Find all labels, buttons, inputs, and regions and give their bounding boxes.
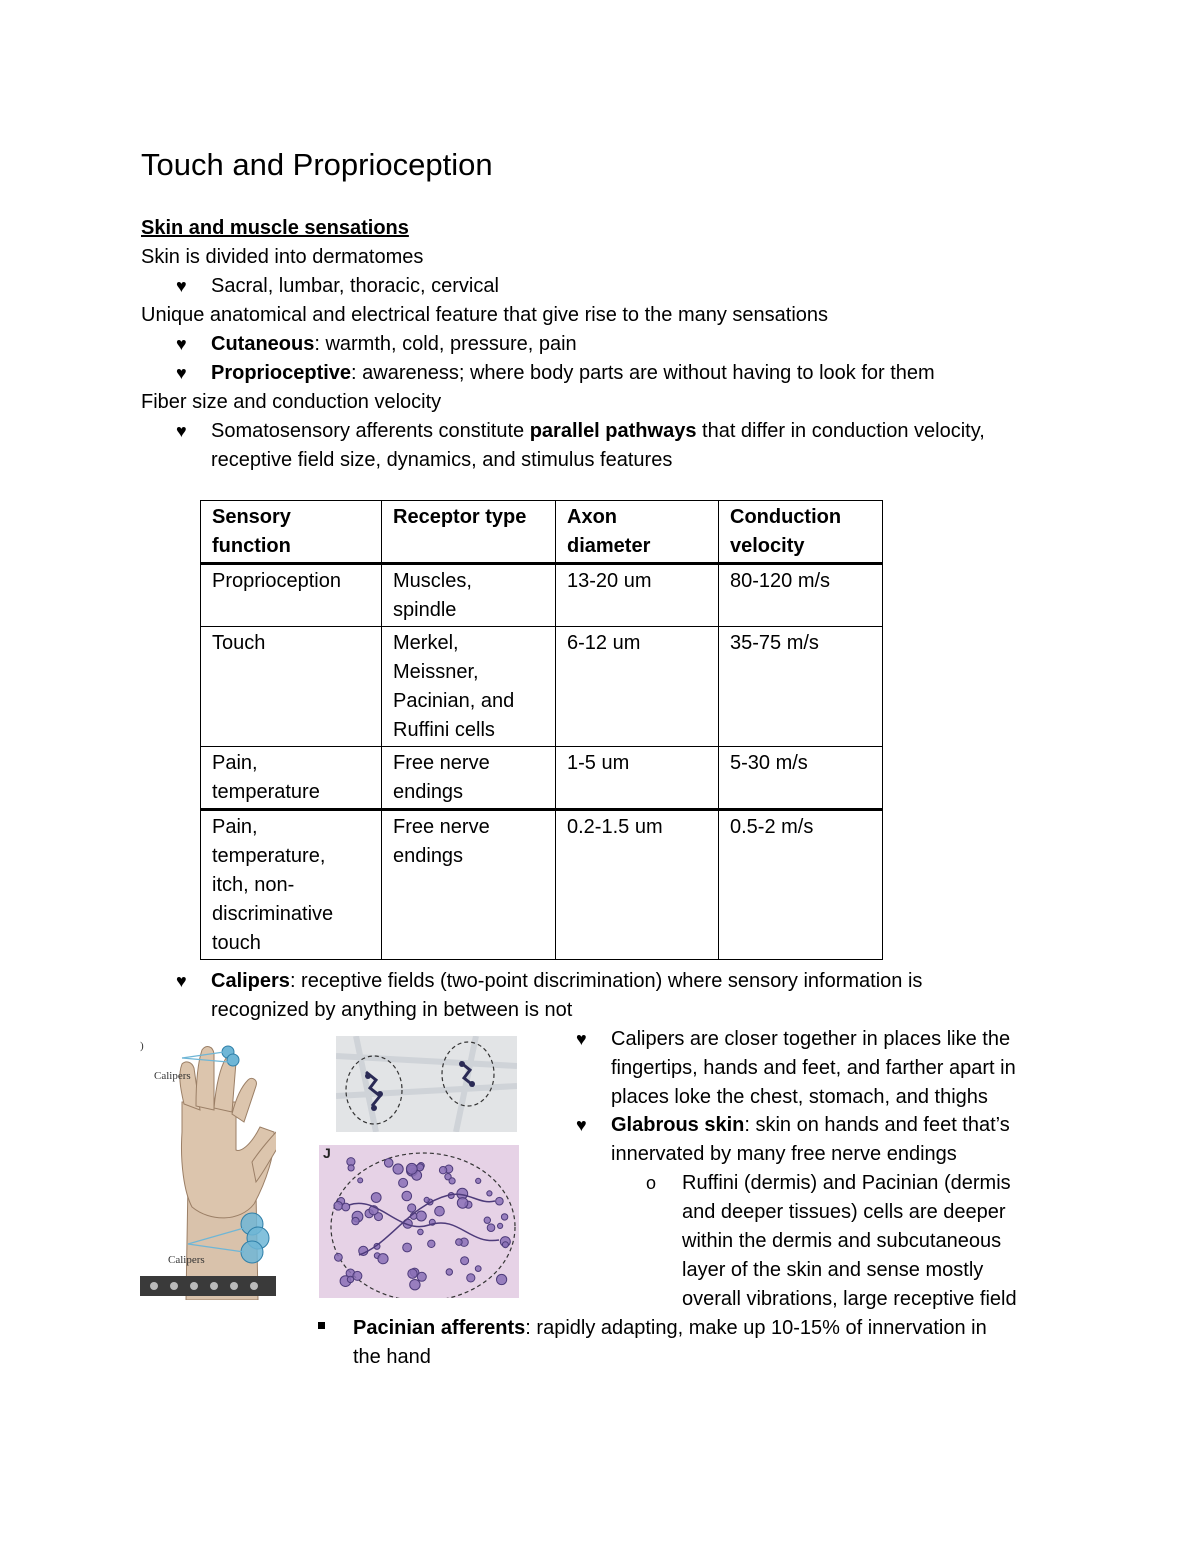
bullet-calipers-closer: Calipers are closer together in places like the	[611, 1028, 1011, 1050]
heart-bullet-icon: ♥	[176, 334, 187, 354]
heart-bullet-icon: ♥	[176, 276, 187, 296]
heart-bullet-icon: ♥	[176, 971, 187, 991]
heart-bullet-icon: ♥	[176, 363, 187, 383]
subbullet-ruffini-line3: within the dermis and subcutaneous	[682, 1230, 1002, 1252]
subbullet-ruffini-line4: layer of the skin and sense mostly	[682, 1259, 984, 1281]
header-cell: Conduction velocity	[719, 501, 883, 564]
calipers-description: : receptive fields (two-point discrimination) where sensory information is	[289, 970, 923, 992]
term-pacinian-afferents: Pacinian afferents	[353, 1317, 526, 1339]
bullet-calipers-closer-line2: fingertips, hands and feet, and farther apart in	[611, 1057, 1016, 1079]
heart-bullet-icon: ♥	[576, 1029, 587, 1049]
pathways-post: that differ in conduction velocity,	[696, 420, 985, 442]
micrograph-top	[336, 1036, 517, 1132]
pacinian-description: : rapidly adapting, make up 10-15% of innervation in	[525, 1317, 987, 1339]
table-cell: 80-120 m/s	[719, 564, 883, 627]
term-cutaneous: Cutaneous	[211, 333, 315, 355]
table-cell: Free nerve endings	[382, 810, 556, 960]
circle-bullet-icon: o	[646, 1173, 657, 1193]
bullet-parallel-pathways-line2: receptive field size, dynamics, and stimulus features	[211, 449, 673, 471]
table-cell: Free nerve endings	[382, 747, 556, 810]
table-header-row	[201, 501, 883, 564]
subbullet-ruffini-line5: overall vibrations, large receptive field	[682, 1288, 1017, 1310]
bullet-glabrous-line2: innervated by many free nerve endings	[611, 1143, 957, 1165]
paragraph-unique-features: Unique anatomical and electrical feature that give rise to the many sensations	[141, 304, 829, 326]
proprioceptive-description: : awareness; where body parts are without having to look for them	[351, 362, 935, 384]
hand-calipers-figure	[140, 1032, 276, 1300]
cutaneous-description: : warmth, cold, pressure, pain	[314, 333, 577, 355]
subbullet-ruffini: Ruffini (dermis) and Pacinian (dermis	[682, 1172, 1011, 1194]
section-heading: Skin and muscle sensations	[141, 217, 409, 239]
table-cell: 6-12 um	[556, 627, 719, 747]
pacinian-cluster-illustration	[319, 1145, 519, 1298]
table-cell: Muscles, spindle	[382, 564, 556, 627]
paragraph-dermatomes: Skin is divided into dermatomes	[141, 246, 424, 268]
table-cell: Proprioception	[201, 564, 382, 627]
bullet-glabrous	[611, 1111, 1010, 1140]
caliper-label-top: Calipers	[154, 1070, 191, 1082]
heart-bullet-icon: ♥	[576, 1115, 587, 1135]
table-cell: Touch	[201, 627, 382, 747]
table-cell: Pain, temperature, itch, non- discriminative touch	[201, 810, 382, 960]
bullet-calipers	[211, 967, 922, 996]
panel-letter: J	[323, 1145, 331, 1161]
table-cell: 5-30 m/s	[719, 747, 883, 810]
term-calipers: Calipers	[211, 970, 290, 992]
bullet-proprioceptive	[211, 359, 935, 388]
table-cell: Merkel, Meissner, Pacinian, and Ruffini cells	[382, 627, 556, 747]
header-cell: Sensory function	[201, 501, 382, 564]
table-cell: 0.2-1.5 um	[556, 810, 719, 960]
subbullet-ruffini-line2: and deeper tissues) cells are deeper	[682, 1201, 1006, 1223]
caliper-label-bottom: Calipers	[168, 1254, 205, 1266]
table-cell: Pain, temperature	[201, 747, 382, 810]
table-cell: 1-5 um	[556, 747, 719, 810]
micrograph-bottom	[319, 1145, 519, 1298]
term-proprioceptive: Proprioceptive	[211, 362, 352, 384]
term-glabrous-skin: Glabrous skin	[611, 1114, 745, 1136]
square-bullet-icon	[318, 1322, 325, 1329]
subbullet-pacinian	[353, 1314, 987, 1343]
term-parallel-pathways: parallel pathways	[529, 420, 697, 442]
bullet-cutaneous	[211, 330, 577, 359]
nerve-cluster-illustration	[336, 1036, 517, 1132]
pathways-pre: Somatosensory afferents constitute	[211, 420, 530, 442]
table-row	[201, 747, 883, 810]
bullet-parallel-pathways	[211, 417, 985, 446]
subbullet-pacinian-line2: the hand	[353, 1346, 431, 1368]
header-cell: Axon diameter	[556, 501, 719, 564]
figure-left-marker: )	[140, 1040, 144, 1052]
bullet-dermatome-list: Sacral, lumbar, thoracic, cervical	[211, 275, 499, 297]
paragraph-fiber-size: Fiber size and conduction velocity	[141, 391, 442, 413]
bullet-calipers-line2: recognized by anything in between is not	[211, 999, 573, 1021]
page-title: Touch and Proprioception	[141, 147, 493, 182]
table-row	[201, 564, 883, 627]
table-row	[201, 627, 883, 747]
header-cell: Receptor type	[382, 501, 556, 564]
table-cell: 0.5-2 m/s	[719, 810, 883, 960]
bullet-calipers-closer-line3: places loke the chest, stomach, and thighs	[611, 1086, 988, 1108]
sensory-table	[200, 500, 883, 960]
glabrous-description: : skin on hands and feet that’s	[744, 1114, 1010, 1136]
heart-bullet-icon: ♥	[176, 421, 187, 441]
table-cell: 13-20 um	[556, 564, 719, 627]
table-row	[201, 810, 883, 960]
table-cell: 35-75 m/s	[719, 627, 883, 747]
